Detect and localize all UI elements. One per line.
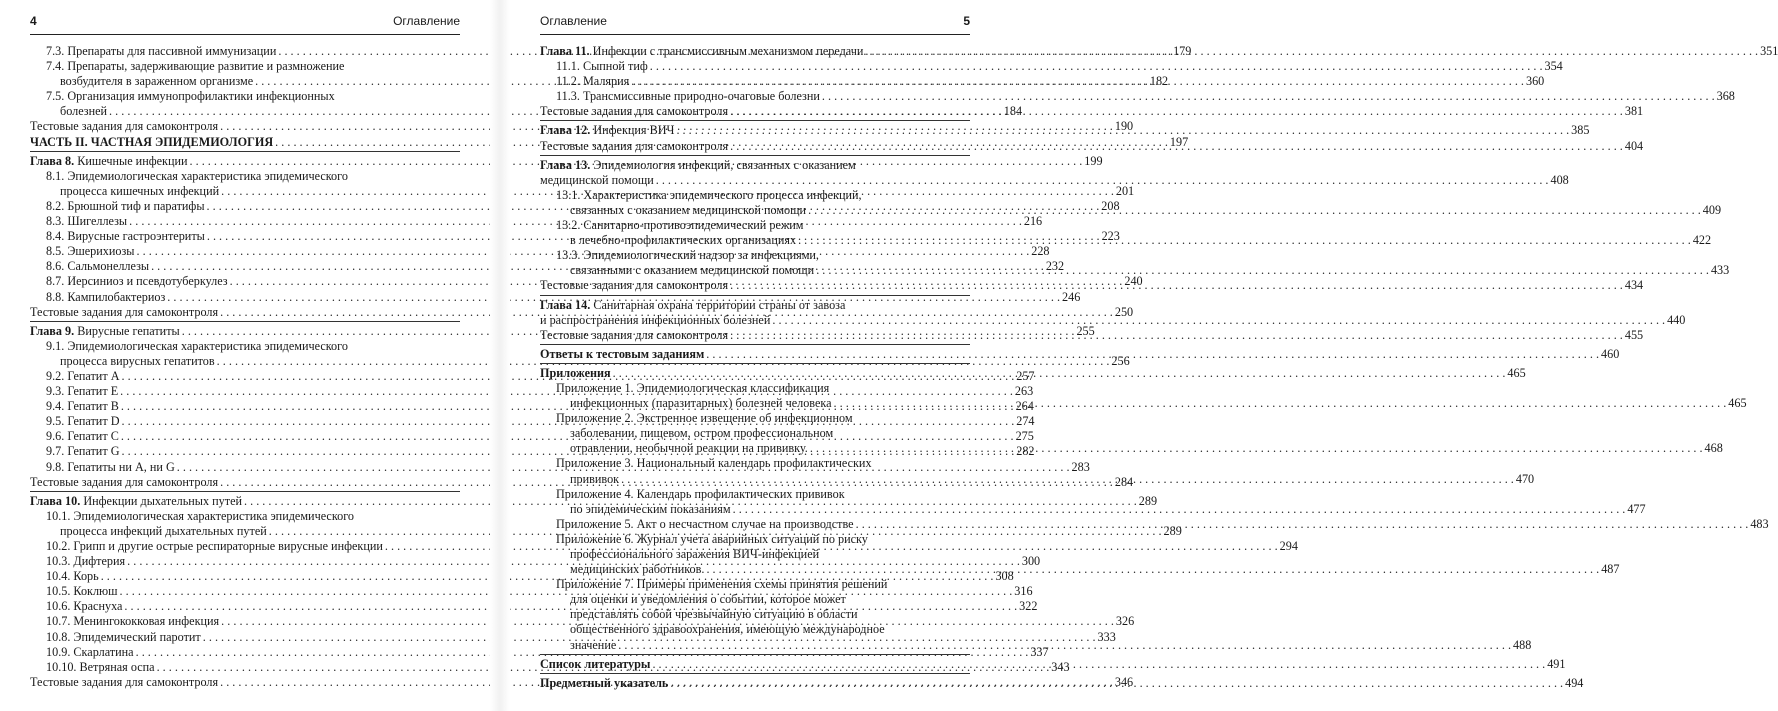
toc-page-number: 351 (1760, 44, 1778, 58)
toc-entry-text: 11.1. Сыпной тиф (556, 59, 648, 74)
dot-leader (856, 517, 1749, 532)
toc-entry-text: 8.8. Кампилобактериоз (46, 289, 166, 304)
toc-entry-text: связанных с оказанием медицинской помощи (570, 202, 807, 217)
dot-leader (730, 139, 1623, 154)
toc-entry-line (46, 169, 460, 184)
running-head (30, 14, 460, 34)
toc-page-number: 326 (1115, 614, 1135, 629)
toc-entry-line (556, 411, 970, 426)
toc-entry (540, 59, 1563, 74)
toc-page-number: 216 (1023, 214, 1043, 229)
toc-page-number: 190 (1114, 119, 1134, 134)
toc-entry-text: 7.3. Препараты для пассивной иммунизации (46, 44, 277, 58)
toc-entry-text: 11.2. Малярия (556, 74, 630, 89)
toc-page-number: 256 (1111, 353, 1130, 368)
dot-leader (676, 123, 1569, 138)
toc-page-number: 250 (1114, 304, 1134, 319)
toc-entry-text: 10.3. Дифтерия (46, 554, 126, 569)
toc-entry-line (556, 592, 970, 607)
toc-entry-text: Приложение 1. Эпидемиологическая классификация (556, 380, 830, 395)
chapter-label: Глава 12. (540, 123, 591, 138)
toc-entry-text: Приложение 4. Календарь профилактических прививок (556, 486, 845, 501)
dot-leader (618, 638, 1511, 652)
toc-entry-text: Приложение 6. Журнал учета аварийных ситуаций по риску (556, 531, 868, 546)
toc-entry-text: Тестовые задания для самоконтроля (30, 474, 219, 489)
toc-page-number: 264 (1015, 399, 1034, 414)
toc-entry-text: Санитарная охрана территории страны от завоза (593, 297, 846, 312)
toc-entry-text: Приложение 2. Экстренное извещение об инфекционном (556, 411, 853, 426)
toc-entry-text: медицинских работников. (570, 562, 705, 577)
toc-entry-text: 10.9. Скарлатина (46, 644, 134, 659)
dot-leader (816, 263, 1709, 277)
toc-page-number: 289 (1163, 523, 1182, 538)
toc-entry-line (556, 607, 970, 622)
chapter-label: Глава 10. (30, 493, 81, 508)
toc-entry-text: 10.6. Краснуха (46, 599, 123, 614)
toc-entry-text: профессионального заражения ВИЧ-инфекцией (570, 547, 820, 561)
toc-page-number: 346 (1114, 674, 1134, 689)
toc-entry-text: 10.1. Эпидемиологическая характеристика эпидемического (46, 508, 355, 523)
toc-entry-text: инфекционных (паразитарных) болезней человека (570, 396, 832, 411)
dot-leader (613, 366, 1506, 381)
book-gutter (490, 0, 510, 711)
toc-entry-line (556, 381, 970, 396)
toc-page-number: 477 (1627, 501, 1646, 516)
toc-entry-text: 8.7. Иерсиниоз и псевдотуберкулез (46, 274, 228, 289)
dot-leader (772, 313, 1665, 327)
dot-leader (650, 59, 1543, 74)
dot-leader (733, 502, 1626, 516)
toc-page-number: 470 (1515, 471, 1535, 486)
toc-page-number: 385 (1571, 123, 1590, 138)
toc-entry-line (556, 188, 970, 203)
toc-page-number: 455 (1624, 327, 1644, 342)
toc-entry-line (556, 426, 970, 441)
toc-entry-text: Приложение 5. Акт о несчастном случае на производстве (556, 516, 854, 531)
toc-entry-text: Инфекции дыхательных путей (83, 493, 243, 508)
toc-page-number: 284 (1114, 474, 1134, 489)
toc-page-number: 354 (1544, 59, 1563, 74)
toc-entry-text: Тестовые задания для самоконтроля (540, 138, 729, 153)
dot-leader (865, 44, 1758, 59)
toc-entry-text: 10.2. Грипп и другие острые респираторные вирусные инфекции (46, 539, 383, 553)
toc-entry-text: Инфекция ВИЧ (593, 123, 675, 138)
chapter-label: Глава 14. (540, 297, 591, 312)
toc-entry-line (46, 59, 460, 74)
toc-entry-text: медицинской помощи (540, 172, 654, 187)
toc-page-number: 282 (1016, 444, 1035, 459)
toc-entry-text: 9.4. Гепатит В (46, 399, 119, 414)
toc-entry-line (556, 622, 970, 637)
chapter-label: Ответы к тестовым заданиям (540, 346, 705, 361)
toc-page-number: 197 (1169, 134, 1189, 149)
chapter-label: Глава 11. (540, 44, 590, 58)
toc-entry-text: 8.6. Сальмонеллезы (46, 259, 150, 274)
toc-page-number: 408 (1550, 172, 1569, 187)
toc-entry-text: 9.7. Гепатит G (46, 444, 120, 459)
toc-page-number: 434 (1624, 278, 1644, 293)
toc-entry-text: возбудителя в зараженном организме (60, 74, 254, 89)
toc-entry-line (556, 248, 970, 263)
toc-page-number: 257 (1016, 368, 1035, 383)
toc-entry-text: 13.2. Санитарно-противоэпидемический режим (556, 218, 804, 233)
header-rule (30, 34, 460, 35)
toc-entry-text: 10.10. Ветряная оспа (46, 659, 155, 674)
toc-page-number: 263 (1014, 384, 1034, 399)
toc-page-number: 240 (1124, 274, 1143, 289)
toc-page-number: 232 (1045, 259, 1065, 274)
page-number: 5 (963, 14, 970, 28)
toc-entry-line (46, 509, 460, 524)
toc-entry-text: 8.1. Эпидемиологическая характеристика эпидемического (46, 168, 348, 183)
chapter-label: Приложения (540, 365, 611, 380)
dot-leader (706, 347, 1599, 362)
toc-entry-text: 9.3. Гепатит Е (46, 384, 119, 399)
header-rule (540, 34, 970, 35)
toc-entry-text: 8.2. Брюшной тиф и паратифы (46, 198, 205, 213)
toc-page-number: 223 (1101, 229, 1120, 244)
toc-entry-text: в лечебно-профилактических организациях (570, 233, 797, 248)
toc-page-number: 333 (1097, 629, 1116, 644)
toc-entry-text: представлять собой чрезвычайную ситуацию в области (570, 607, 858, 622)
toc-entry-line (540, 158, 970, 173)
toc-entry-text: 10.4. Корь (46, 569, 99, 584)
dot-leader (730, 278, 1623, 293)
toc-page-number: 465 (1728, 396, 1747, 411)
dot-leader (621, 472, 1514, 486)
toc-page-number: 308 (995, 569, 1014, 584)
toc-page-number: 487 (1601, 562, 1620, 577)
toc-page-number: 440 (1667, 312, 1686, 327)
toc-entry-line (556, 501, 1646, 517)
toc-entry-text: 8.3. Шигеллезы (46, 214, 128, 229)
toc-entry-line (556, 577, 970, 592)
toc-entry-text: Тестовые задания для самоконтроля (30, 674, 219, 689)
toc-entry-text: Эпидемиология инфекций, связанных с оказанием (593, 157, 856, 172)
toc-page-number: 360 (1525, 74, 1545, 89)
chapter-label: Список литературы (540, 656, 651, 671)
toc-page-number: 246 (1062, 289, 1081, 304)
toc-page-number: 300 (1021, 554, 1041, 569)
toc-page-number: 337 (1030, 644, 1049, 659)
toc-page-number: 404 (1624, 138, 1644, 153)
toc-page-number: 460 (1601, 346, 1620, 361)
toc-page-number: 179 (1173, 44, 1192, 58)
toc-entry-text: заболевании, пищевом, остром профессиональном (570, 426, 834, 441)
toc-entry-text: Инфекции с трансмиссивным механизмом передачи (592, 44, 864, 58)
toc-entry-line (556, 547, 970, 562)
toc-page-number: 182 (1149, 74, 1169, 89)
toc-entry (540, 89, 1735, 104)
toc-page-number: 274 (1016, 414, 1035, 429)
toc-entry-text: Кишечные инфекции (77, 153, 188, 168)
toc-page-number: 322 (1019, 599, 1038, 614)
toc-entry-text: 7.4. Препараты, задерживающие развитие и размножение (46, 59, 345, 74)
toc-page-number: 228 (1031, 244, 1050, 259)
dot-leader (822, 89, 1715, 104)
toc-page-number: 422 (1692, 233, 1712, 248)
toc-entry-line (556, 59, 1563, 74)
dot-leader (730, 104, 1623, 119)
running-head (540, 14, 970, 34)
toc-page-number: 491 (1547, 656, 1566, 671)
toc-entry-text: болезней (60, 104, 108, 119)
toc-entry-text: связанными с оказанием медицинской помощи (570, 263, 815, 278)
toc-entry-text: для оценки и уведомления о событии, которое может (570, 592, 846, 607)
toc-page-number: 465 (1507, 365, 1526, 380)
toc-entry-text: общественного здравоохранения, имеющую международное (570, 622, 885, 637)
toc-entry-text: и распространения инфекционных болезней (540, 312, 771, 327)
toc-page-number: 294 (1279, 539, 1298, 553)
toc-page-number: 494 (1565, 675, 1584, 690)
toc-entry-line (556, 487, 970, 502)
toc-page-number: 255 (1076, 323, 1095, 338)
toc-entry-text: Вирусные гепатиты (77, 323, 180, 338)
toc-page-number: 184 (1003, 104, 1023, 119)
chapter-label: Предметный указатель (540, 675, 669, 690)
dot-leader (808, 203, 1701, 217)
toc-entry-line (556, 456, 970, 471)
toc-entry-text: процесса кишечных инфекций (60, 183, 220, 198)
toc-entry-text: 7.5. Организация иммунопрофилактики инфекционных (46, 89, 335, 104)
dot-leader (730, 328, 1623, 343)
toc-entry-text: значение (570, 637, 617, 652)
toc-page-number: 201 (1115, 183, 1135, 198)
toc-entry-text: 9.6. Гепатит С (46, 429, 119, 444)
toc-page-number: 343 (1051, 659, 1070, 674)
toc-entry-text: Тестовые задания для самоконтроля (30, 119, 219, 134)
toc-entry-text: 10.5. Коклюш (46, 584, 118, 599)
toc-entry-text: отравлении, необычной реакции на прививку. (570, 441, 808, 456)
toc-entry-text: Приложение 7. Примеры применения схемы принятия решений (556, 577, 888, 592)
toc-page-number: 199 (1084, 153, 1103, 168)
toc-entry-text: 9.8. Гепатиты ни А, ни G (46, 459, 175, 474)
toc-entry-text: Тестовые задания для самоконтроля (540, 104, 729, 119)
toc-entry-line (540, 298, 970, 313)
toc-entry-text: процесса инфекций дыхательных путей (60, 523, 267, 538)
dot-leader (670, 676, 1563, 691)
toc-entry-text: Тестовые задания для самоконтроля (30, 304, 219, 319)
dot-leader (631, 74, 1524, 89)
toc-entry-line (46, 339, 460, 354)
toc-entry-text: Тестовые задания для самоконтроля (540, 278, 729, 293)
toc-entry-line (556, 532, 970, 547)
toc-entry-line (540, 172, 1569, 188)
toc-entry-text: процесса вирусных гепатитов (60, 353, 215, 368)
page-number: 4 (30, 14, 37, 28)
toc-entry-text: 8.5. Эшерихиозы (46, 244, 135, 259)
toc-page-number: 488 (1513, 637, 1532, 652)
toc-entry-text: 10.7. Менингококковая инфекция (46, 614, 220, 629)
dot-leader (652, 657, 1545, 672)
toc-page-number: 433 (1710, 263, 1730, 278)
dot-leader (706, 562, 1599, 576)
toc-page-number: 208 (1101, 198, 1120, 213)
toc-entry-line (540, 312, 1686, 328)
toc-page-number: 409 (1702, 202, 1722, 217)
toc-entry-text: 13.3. Эпидемиологический надзор за инфекциями, (556, 248, 819, 263)
toc-entry-text: 8.4. Вирусные гастроэнтериты (46, 229, 205, 244)
chapter-label: Глава 9. (30, 323, 75, 338)
toc-page-number: 289 (1138, 493, 1158, 508)
toc-entry-text: Приложение 3. Национальный календарь профилактических (556, 456, 872, 471)
toc-entry-text: 10.8. Эпидемический паротит (46, 629, 201, 644)
toc-entry-text: 11.3. Трансмиссивные природно-очаговые болезни (556, 89, 820, 104)
dot-leader (798, 233, 1691, 247)
chapter-label: Глава 8. (30, 153, 75, 168)
toc-page-number: 483 (1750, 516, 1769, 531)
toc-entry-line (556, 218, 970, 233)
running-title: Оглавление (540, 14, 607, 28)
toc-entry-text: 9.5. Гепатит D (46, 414, 120, 429)
toc-entry-line (556, 89, 1735, 104)
toc-entry-text: Тестовые задания для самоконтроля (540, 327, 729, 342)
toc-page-number: 283 (1071, 459, 1090, 474)
dot-leader (656, 173, 1549, 187)
dot-leader (834, 396, 1727, 410)
toc-entry-text: 9.1. Эпидемиологическая характеристика эпидемического (46, 338, 348, 353)
toc-page-number: 275 (1015, 429, 1034, 444)
toc-entry-line (46, 89, 460, 104)
toc-page-number: 468 (1704, 441, 1723, 456)
toc-entry-text: 13.1. Характеристика эпидемического процесса инфекций, (556, 187, 862, 202)
running-title: Оглавление (393, 14, 460, 28)
toc-page-number: 381 (1624, 104, 1644, 119)
toc-entry-text: прививок (570, 471, 620, 486)
toc-page-number: 368 (1716, 89, 1735, 104)
toc-page-number: 316 (1014, 584, 1033, 599)
dot-leader (810, 441, 1703, 455)
chapter-label: Глава 13. (540, 157, 591, 172)
chapter-label: ЧАСТЬ II. ЧАСТНАЯ ЭПИДЕМИОЛОГИЯ (30, 134, 274, 149)
toc-entry-text: 9.2. Гепатит А (46, 368, 120, 383)
toc-entry-text: по эпидемическим показаниям (570, 501, 731, 516)
